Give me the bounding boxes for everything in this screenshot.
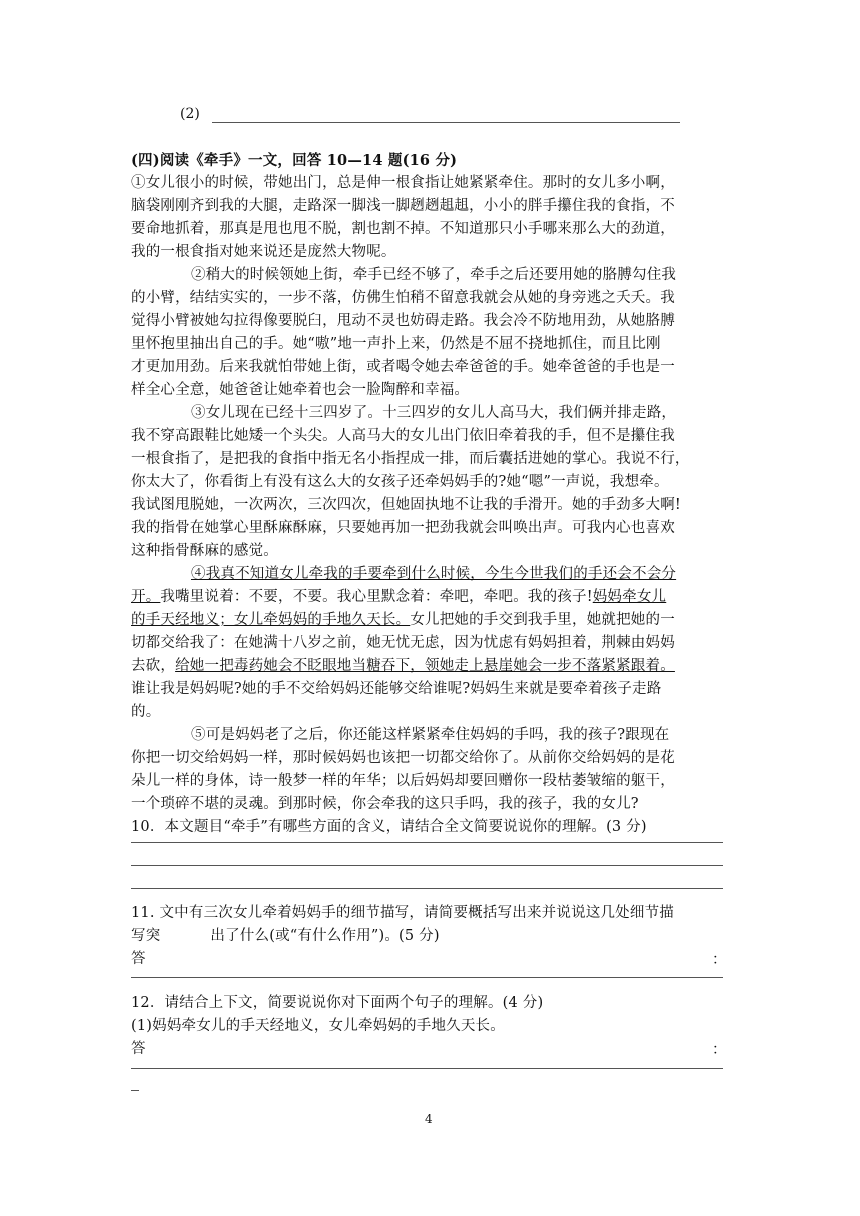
answer-colon: ： — [712, 1042, 727, 1058]
p1-line: 脑袋刚刚齐到我的大腿，走路深一脚浅一脚趔趔趄趄，小小的胖手攥住我的食指，不 — [131, 198, 675, 214]
p4-line — [131, 655, 731, 677]
answer-blank-line — [212, 122, 680, 123]
p4-underlined-text: 给她一把毒药她会不眨眼地当糖吞下，领她走上悬崖她会一步不落紧紧跟着。 — [175, 658, 675, 674]
p4-text: 我嘴里说着：不要，不要。我心里默念着：牵吧，牵吧。我的孩子! — [160, 589, 593, 605]
p4-line — [131, 609, 731, 631]
p2-line: 才更加用劲。后来我就怕带她上街，或者喝令她去牵爸爸的手。她牵爸爸的手也是一 — [131, 359, 675, 375]
question-11: 11. 文中有三次女儿牵着妈妈手的细节描写，请简要概括写出来并说说这几处细节描 — [131, 905, 674, 921]
answer-line[interactable] — [131, 888, 723, 889]
p3-line: 一根食指了，是把我的食指中指无名小指捏成一排，而后囊括进她的掌心。我说不行， — [131, 451, 690, 467]
page-number: 4 — [425, 1112, 433, 1126]
p4-underlined-text: 的手天经地义；女儿牵妈妈的手地久天长。 — [131, 612, 411, 628]
p4-line: 切都交给我了：在她满十八岁之前，她无忧无虑，因为忧虑有妈妈担着，荆棘由妈妈 — [131, 635, 675, 651]
question-10: 10．本文题目“牵手”有哪些方面的含义，请结合全文简要说说你的理解。(3 分) — [131, 819, 647, 835]
answer-colon: ： — [712, 952, 727, 968]
section-title: (四)阅读《牵手》一文，回答 10—14 题(16 分) — [131, 152, 458, 169]
question-11-cont — [131, 925, 731, 947]
question-12: 12．请结合上下文，简要说说你对下面两个句子的理解。(4 分) — [131, 995, 544, 1011]
answer-label: 答 — [131, 1041, 146, 1057]
p4-text: 女儿把她的手交到我手里，她就把她的一 — [410, 612, 675, 628]
p1-line: ①女儿很小的时候，带她出门，总是伸一根食指让她紧紧牵住。那时的女儿多小啊， — [131, 175, 675, 191]
p3-line: 你太大了，你看街上有没有这么大的女孩子还牵妈妈手的?她“嗯”一声说，我想牵。 — [131, 474, 669, 490]
p4-text: 去砍， — [131, 658, 176, 674]
answer-line[interactable] — [131, 842, 723, 843]
p5-line: 一个琐碎不堪的灵魂。到那时候，你会牵我的这只手吗，我的孩子，我的女儿? — [131, 796, 639, 812]
p4-underlined-text: 开。 — [131, 589, 161, 605]
p4-underlined-text: 妈妈牵女儿 — [592, 589, 667, 605]
p4-line: 的。 — [131, 704, 161, 720]
q11-text: 出了什么(或“有什么作用”)。(5 分) — [210, 928, 440, 944]
p3-line: 我试图甩脱她，一次两次，三次四次，但她固执地不让我的手滑开。她的手劲多大啊! — [131, 497, 681, 513]
p3-line: 我不穿高跟鞋比她矮一个头尖。人高马大的女儿出门依旧牵着我的手，但不是攥住我 — [131, 428, 675, 444]
q11-text: 写突 — [131, 928, 161, 944]
answer-line-tail — [131, 1090, 139, 1091]
p5-line: 你把一切交给妈妈一样，那时候妈妈也该把一切都交给你了。从前你交给妈妈的是花 — [131, 750, 675, 766]
p2-line: 的小臂，结结实实的，一步不落，仿佛生怕稍不留意我就会从她的身旁逃之夭夭。我 — [131, 290, 675, 306]
answer-label: 答 — [131, 951, 146, 967]
answer-line[interactable] — [131, 977, 723, 978]
p4-underlined-sentence: ④我真不知道女儿牵我的手要牵到什么时候，今生今世我们的手还会不会分 — [191, 566, 677, 582]
question-number-2: (2) — [180, 106, 200, 122]
answer-line[interactable] — [131, 1068, 723, 1069]
p1-line: 要命地抓着，那真是甩也甩不脱，割也割不掉。不知道那只小手哪来那么大的劲道， — [131, 221, 675, 237]
p3-line: ③女儿现在已经十三四岁了。十三四岁的女儿人高马大，我们俩并排走路， — [191, 405, 677, 421]
p2-line: 里怀抱里抽出自己的手。她“嗷”地一声扑上来，仍然是不屈不挠地抓住，而且比刚 — [131, 336, 661, 352]
p2-line: ②稍大的时候领她上街，牵手已经不够了，牵手之后还要用她的胳膊勾住我 — [191, 267, 677, 283]
p1-line: 我的一根食指对她来说还是庞然大物呢。 — [131, 244, 396, 260]
p2-line: 觉得小臂被她勾拉得像要脱臼，甩动不灵也妨碍走路。我会冷不防地用劲，从她胳膊 — [131, 313, 675, 329]
p3-line: 这种指骨酥麻的感觉。 — [131, 543, 278, 559]
p3-line: 我的指骨在她掌心里酥麻酥麻，只要她再加一把劲我就会叫唤出声。可我内心也喜欢 — [131, 520, 675, 536]
p2-line: 样全心全意，她爸爸让她牵着也会一脸陶醉和幸福。 — [131, 382, 470, 398]
p5-line: 朵儿一样的身体，诗一般梦一样的年华；以后妈妈却要回赠你一段枯萎皱缩的躯干， — [131, 773, 675, 789]
p4-line — [131, 586, 731, 608]
p4-line: 谁让我是妈妈呢?她的手不交给妈妈还能够交给谁呢?妈妈生来就是要牵着孩子走路 — [131, 681, 662, 697]
p5-line: ⑤可是妈妈老了之后，你还能这样紧紧牵住妈妈的手吗，我的孩子?跟现在 — [191, 727, 670, 743]
question-12-1: (1)妈妈牵女儿的手天经地义，女儿牵妈妈的手地久天长。 — [131, 1018, 505, 1034]
answer-line[interactable] — [131, 865, 723, 866]
